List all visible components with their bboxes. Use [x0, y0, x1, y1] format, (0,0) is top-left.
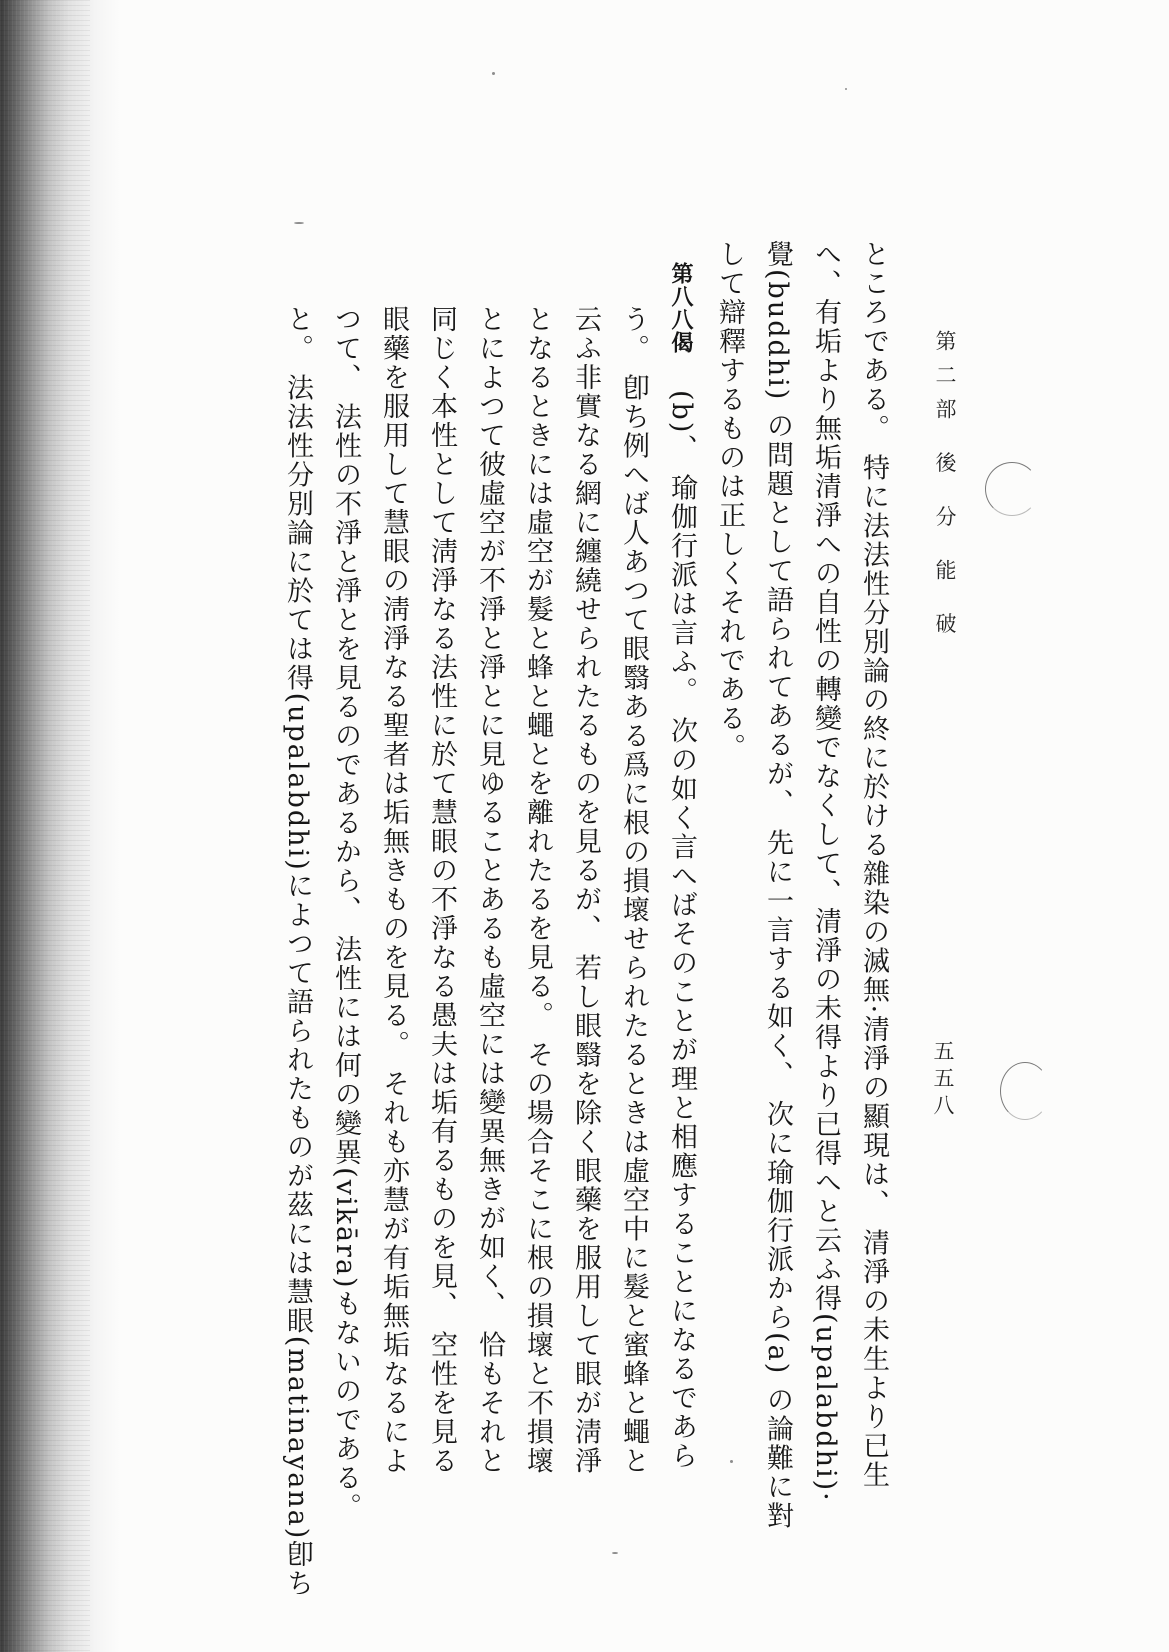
verse-line-7: 眼藥を服用して慧眼の淸淨なる聖者は垢無きものを見る。 それも亦慧が有垢無垢なるによ — [378, 305, 409, 1476]
verse-line-6: 同じく本性として淸淨なる法性に於て慧眼の不淨なる愚夫は垢有るものを見、 空性を見る — [426, 305, 457, 1476]
verse-label: 第八八偈 — [668, 262, 694, 354]
page-number: 五五八 — [931, 1040, 955, 1121]
scan-speck — [294, 222, 304, 224]
text-line-4: して辯釋するものは正しくそれである。 — [714, 240, 745, 762]
verse-line-8: つて、 法性の不淨と淨とを見るのであるから、 法性には何の變異(vikāra)もないのである。 — [330, 305, 361, 1522]
verse-line-4: となるときには虛空が髮と蜂と蠅とを離れたるを見る。 その場合そこに根の損壞と不損壞 — [522, 305, 553, 1476]
text-line-3: 覺(buddhi) の問題として語られてあるが、 先に一言する如く、 次に瑜伽行派から(a) の論難に對 — [762, 240, 793, 1531]
verse-line-9: と。 法法性分別論に於ては得(upalabdhi)によつて語られたものが茲には慧眼(matinayana)卽ち — [282, 305, 313, 1599]
running-header-title: 第二部 後 分 能 破 — [933, 330, 957, 647]
scan-circle-mark — [1000, 1062, 1050, 1120]
verse-line-3: 云ふ非實なる網に纏繞せられたるものを見るが、 若し眼翳を除く眼藥を服用して眼が淸淨 — [570, 305, 601, 1476]
verse-line-1: (b)、 瑜伽行派は言ふ。 次の如く言へばそのことが理と相應することになるであら — [666, 390, 697, 1471]
verse-line-2: う。 卽ち例へば人あつて眼翳ある爲に根の損壞せられたるときは虛空中に髮と蜜蜂と蠅と — [618, 305, 649, 1476]
scan-speck — [492, 72, 495, 75]
scan-speck — [845, 88, 847, 90]
text-line-1: ところである。 特に法法性分別論の終に於ける雜染の滅無·清淨の顯現は、 清淨の未生より已生 — [858, 240, 889, 1490]
gutter-scan-texture — [0, 0, 90, 1652]
text-line-2: へ、有垢より無垢清淨への自性の轉變でなくして、清淨の未得より已得へと云ふ得(upalabdhi)· — [810, 240, 841, 1503]
verse-line-5: とによつて彼虛空が不淨と淨とに見ゆることあるも虛空には變異無きが如く、 恰もそれと — [474, 305, 505, 1476]
scan-circle-mark — [985, 462, 1039, 516]
scan-speck — [612, 1552, 618, 1554]
scan-speck — [730, 1460, 733, 1463]
